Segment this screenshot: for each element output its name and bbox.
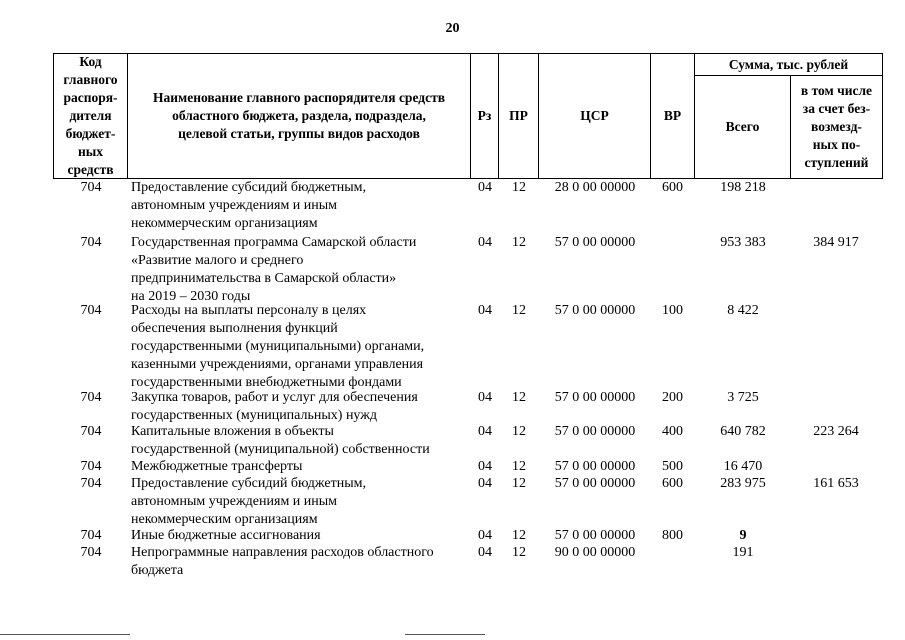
name-line: Предоставление субсидий бюджетным, [131, 180, 367, 195]
cell-csr: 57 0 00 00000 [554, 390, 636, 405]
name-line: обеспечения выполнения функций [131, 321, 338, 336]
col-line-8 [882, 53, 883, 179]
name-line: Межбюджетные трансферты [131, 459, 303, 474]
cell-rz: 04 [478, 390, 492, 405]
name-line: на 2019 – 2030 годы [131, 289, 251, 304]
cell-rz: 04 [478, 528, 492, 543]
cell-total: 8 422 [727, 303, 759, 318]
name-line: автономным учреждениям и иным [131, 198, 338, 213]
cell-rz: 04 [478, 180, 492, 195]
cell-total: 9 [739, 528, 747, 543]
name-line: некоммерческим организациям [131, 216, 318, 231]
cell-rz: 04 [478, 303, 492, 318]
header-csr: ЦСР [580, 108, 609, 123]
name-line: бюджета [131, 563, 184, 578]
cell-pr: 12 [512, 303, 526, 318]
name-line: Капитальные вложения в объекты [131, 424, 334, 439]
name-line: Расходы на выплаты персоналу в целях [131, 303, 367, 318]
name-line: Непрограммные направления расходов областного [131, 545, 434, 560]
cell-name [131, 302, 471, 392]
cell-csr: 57 0 00 00000 [554, 303, 636, 318]
cell-rz: 04 [478, 476, 492, 491]
cell-pr: 12 [512, 424, 526, 439]
cell-incl: 384 917 [813, 235, 859, 250]
name-line: государственных (муниципальных) нужд [131, 408, 378, 423]
header-pr: ПР [509, 108, 528, 123]
cell-pr: 12 [512, 476, 526, 491]
cell-rz: 04 [478, 235, 492, 250]
header-incl-line: за счет без- [802, 101, 871, 116]
cell-pr: 12 [512, 180, 526, 195]
cell-pr: 12 [512, 235, 526, 250]
cell-code: 704 [80, 545, 102, 560]
name-line: автономным учреждениям и иным [131, 494, 338, 509]
header-incl-line: ступлений [804, 155, 869, 170]
cell-code: 704 [80, 180, 102, 195]
header-code-line: Код [79, 54, 102, 69]
name-line: Предоставление субсидий бюджетным, [131, 476, 367, 491]
cell-csr: 28 0 00 00000 [554, 180, 636, 195]
name-line: «Развитие малого и среднего [131, 253, 304, 268]
scan-artifact [405, 634, 485, 635]
cell-csr: 57 0 00 00000 [554, 235, 636, 250]
cell-code: 704 [80, 459, 102, 474]
header-code-line: главного [63, 72, 118, 87]
cell-vr: 600 [662, 180, 683, 195]
cell-total: 198 218 [720, 180, 766, 195]
name-line: предпринимательства в Самарской области» [131, 271, 397, 286]
scan-artifact [0, 634, 130, 635]
name-line: Государственная программа Самарской области [131, 235, 417, 250]
header-incl-line: в том числе [800, 83, 873, 98]
cell-incl: 223 264 [813, 424, 859, 439]
cell-pr: 12 [512, 545, 526, 560]
cell-total: 3 725 [727, 390, 759, 405]
header-code-line: распоря- [63, 90, 118, 105]
header-name-line: областного бюджета, раздела, подраздела, [172, 108, 426, 123]
cell-total: 953 383 [720, 235, 766, 250]
name-line: некоммерческим организациям [131, 512, 318, 527]
name-line: государственными внебюджетными фондами [131, 375, 402, 390]
cell-code: 704 [80, 476, 102, 491]
header-incl-line: возмезд- [811, 119, 862, 134]
header-rz: Рз [477, 108, 492, 123]
cell-total: 283 975 [720, 476, 766, 491]
cell-name [131, 544, 471, 580]
header-vr: ВР [663, 108, 682, 123]
cell-code: 704 [80, 235, 102, 250]
cell-name [131, 527, 471, 545]
cell-vr: 500 [662, 459, 683, 474]
cell-vr: 200 [662, 390, 683, 405]
header-name-line: Наименование главного распорядителя средств [152, 90, 445, 105]
cell-incl: 161 653 [813, 476, 859, 491]
name-line: казенными учреждениями, органами управления [131, 357, 424, 372]
cell-csr: 57 0 00 00000 [554, 528, 636, 543]
cell-name [131, 475, 471, 529]
cell-name [131, 234, 471, 306]
cell-name [131, 179, 471, 233]
header-incl-line: ных по- [812, 137, 861, 152]
cell-total: 191 [732, 545, 754, 560]
header-code [54, 54, 127, 178]
header-code-line: бюджет- [65, 126, 116, 141]
name-line: государственной (муниципальной) собственности [131, 442, 430, 457]
cell-pr: 12 [512, 390, 526, 405]
cell-vr: 800 [662, 528, 683, 543]
header-code-line: дителя [69, 108, 112, 123]
cell-name [131, 389, 471, 425]
name-line: Закупка товаров, работ и услуг для обеспечения [131, 390, 418, 405]
cell-code: 704 [80, 528, 102, 543]
cell-csr: 57 0 00 00000 [554, 459, 636, 474]
cell-code: 704 [80, 303, 102, 318]
cell-total: 640 782 [720, 424, 766, 439]
cell-csr: 57 0 00 00000 [554, 476, 636, 491]
header-name [128, 54, 470, 178]
header-sum: Сумма, тыс. рублей [728, 56, 849, 72]
header-code-line: ных [77, 144, 104, 159]
cell-name [131, 423, 471, 459]
cell-csr: 90 0 00 00000 [554, 545, 636, 560]
cell-code: 704 [80, 390, 102, 405]
cell-rz: 04 [478, 545, 492, 560]
name-line: государственными (муниципальными) органами, [131, 339, 425, 354]
header-incl [791, 76, 882, 178]
cell-rz: 04 [478, 424, 492, 439]
cell-rz: 04 [478, 459, 492, 474]
page-number: 20 [445, 21, 460, 36]
header-name-line: целевой статьи, группы видов расходов [178, 126, 420, 141]
cell-name [131, 458, 471, 476]
cell-csr: 57 0 00 00000 [554, 424, 636, 439]
cell-pr: 12 [512, 459, 526, 474]
cell-code: 704 [80, 424, 102, 439]
cell-vr: 600 [662, 476, 683, 491]
header-code-line: средств [67, 162, 114, 177]
cell-vr: 400 [662, 424, 683, 439]
cell-vr: 100 [662, 303, 683, 318]
cell-total: 16 470 [723, 459, 763, 474]
cell-pr: 12 [512, 528, 526, 543]
header-total: Всего [725, 119, 760, 134]
name-line: Иные бюджетные ассигнования [131, 528, 321, 543]
